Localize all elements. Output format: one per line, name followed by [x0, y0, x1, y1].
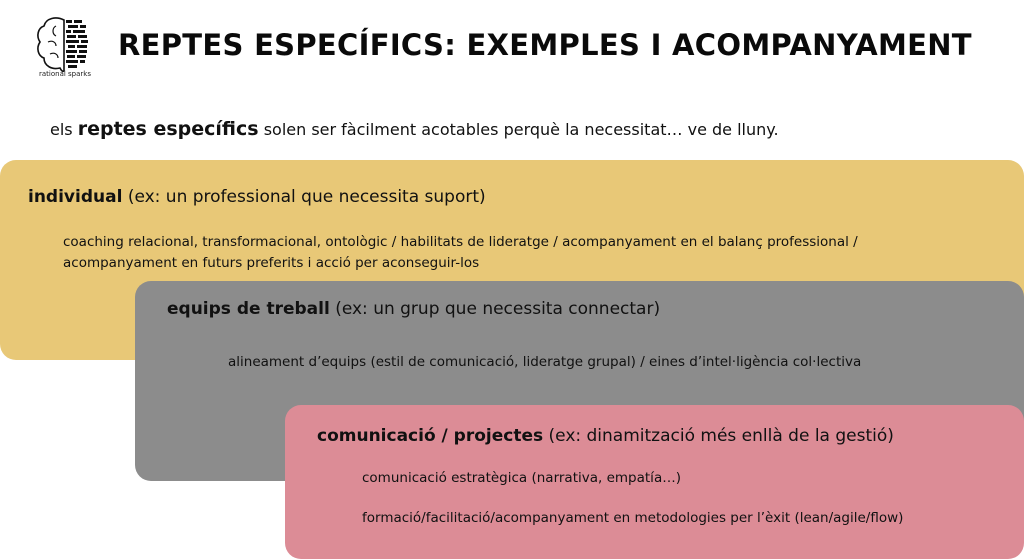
- section-heading-rest: (ex: un grup que necessita connectar): [335, 299, 661, 319]
- section-heading-rest: (ex: un professional que necessita suport): [127, 187, 486, 207]
- section-heading-rest: (ex: dinamització més enllà de la gestió): [548, 426, 894, 446]
- section-heading-equips: [167, 299, 660, 319]
- section-heading-individual: [28, 187, 486, 207]
- section-heading-bold: comunicació / projectes: [317, 426, 544, 446]
- section-heading-bold: individual: [28, 187, 123, 207]
- section-heading-comunicacio: [317, 426, 894, 446]
- section-item: alineament d’equips (estil de comunicació, lideratge grupal) / eines d’intel·ligència col·lectiva: [228, 354, 862, 370]
- section-item: coaching relacional, transformacional, ontològic / habilitats de lideratge / acompanyament en el balanç professional / acompanyament en futurs preferits i acció per aconseguir-los: [63, 234, 858, 271]
- intro-text: [50, 118, 779, 140]
- intro-prefix: els: [50, 120, 73, 139]
- section-item: formació/facilitació/acompanyament en metodologies per l’èxit (lean/agile/flow): [362, 510, 904, 526]
- logo-text: rational sparks: [39, 70, 91, 78]
- intro-suffix: solen ser fàcilment acotables perquè la necessitat… ve de lluny.: [263, 120, 779, 139]
- section-item: comunicació estratègica (narrativa, empatía…): [362, 470, 681, 486]
- section-heading-bold: equips de treball: [167, 299, 330, 319]
- page-title: REPTES ESPECÍFICS: EXEMPLES I ACOMPANYAMENT: [118, 28, 972, 62]
- intro-bold: reptes específics: [77, 118, 259, 140]
